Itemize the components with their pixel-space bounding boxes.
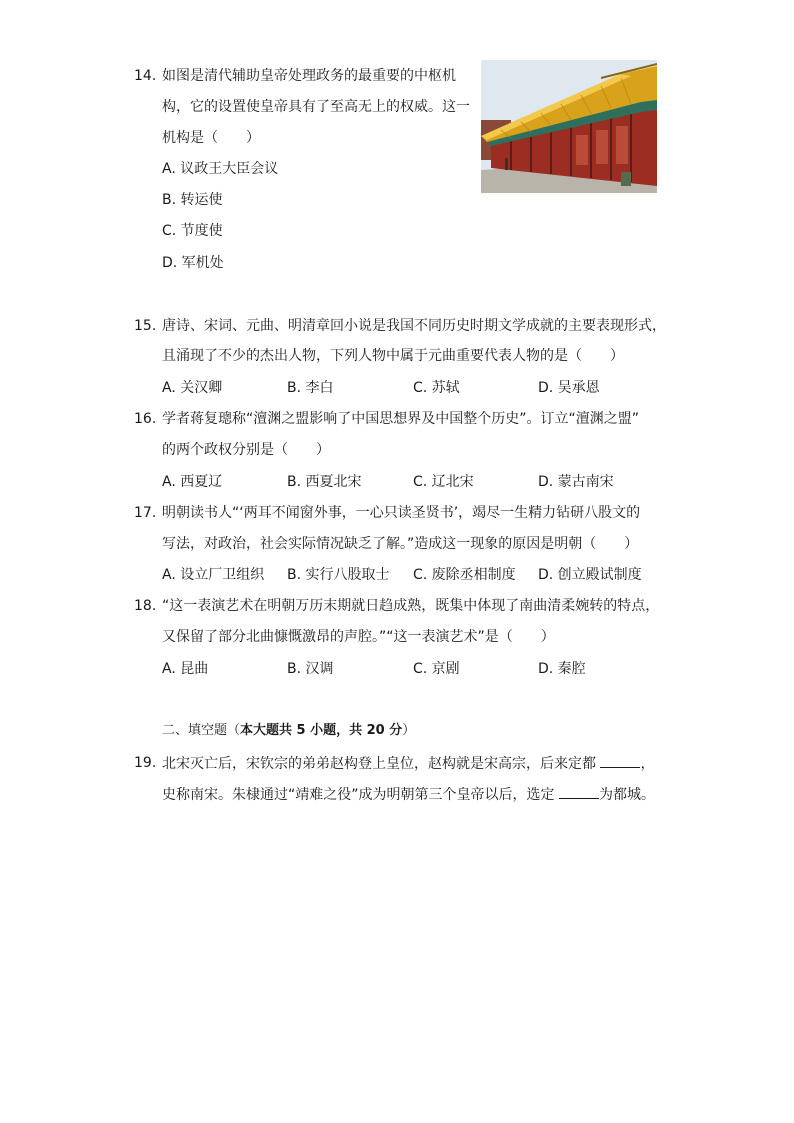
q15-option-b: B. 李白 xyxy=(287,380,334,396)
q14-option-a: A. 议政王大臣会议 xyxy=(162,161,279,177)
q19-line-2-tail: 为都城。 xyxy=(598,787,655,803)
question-number-17: 17. xyxy=(134,505,157,521)
section-close: ） xyxy=(402,723,416,738)
q15-option-c: C. 苏轼 xyxy=(413,380,460,396)
question-number-16: 16. xyxy=(134,411,157,427)
q16-option-d: D. 蒙古南宋 xyxy=(538,474,614,490)
q17-option-a: A. 设立厂卫组织 xyxy=(162,567,265,583)
q18-stem-line-1: “这一表演艺术在明朝万历末期就日趋成熟，既集中体现了南曲清柔婉转的特点， xyxy=(162,598,660,614)
q14-stem-line-2: 构，它的设置使皇帝具有了至高无上的权威。这一 xyxy=(162,99,470,115)
q15-option-d: D. 吴承恩 xyxy=(538,380,600,396)
q17-stem-line-2: 写法，对政治，社会实际情况缺乏了解。”造成这一现象的原因是明朝（ ） xyxy=(162,536,639,552)
q18-stem-line-2: 又保留了部分北曲慷慨激昂的声腔。”“这一表演艺术”是（ ） xyxy=(162,629,555,645)
palace-illustration xyxy=(481,60,657,193)
q18-option-a: A. 昆曲 xyxy=(162,661,209,677)
q17-stem-line-1: 明朝读书人“‘两耳不闻窗外事，一心只读圣贤书’，竭尽一生精力钻研八股文的 xyxy=(162,505,641,521)
q16-option-a: A. 西夏辽 xyxy=(162,474,223,490)
q19-line-1-text: 北宋灭亡后，宋钦宗的弟弟赵构登上皇位，赵构就是宋高宗，后来定都 xyxy=(162,756,596,772)
q16-stem-line-1: 学者蒋复璁称“澶渊之盟影响了中国思想界及中国整个历史”。订立“澶渊之盟” xyxy=(162,411,640,427)
q17-option-b: B. 实行八股取士 xyxy=(287,567,390,583)
q14-option-b: B. 转运使 xyxy=(162,192,223,208)
q17-option-c: C. 废除丞相制度 xyxy=(413,567,516,583)
q14-stem-line-1: 如图是清代辅助皇帝处理政务的最重要的中枢机 xyxy=(162,68,456,84)
q14-option-c: C. 节度使 xyxy=(162,223,223,239)
q16-option-b: B. 西夏北宋 xyxy=(287,474,362,490)
question-number-14: 14. xyxy=(134,68,157,84)
q14-option-d: D. 军机处 xyxy=(162,255,224,271)
q19-line-1 xyxy=(162,753,654,774)
question-number-19: 19. xyxy=(134,755,157,771)
q19-blank-1[interactable] xyxy=(600,753,640,768)
question-number-15: 15. xyxy=(134,318,157,334)
q18-option-c: C. 京剧 xyxy=(413,661,460,677)
q16-stem-line-2: 的两个政权分别是（ ） xyxy=(162,442,330,458)
palace-photo xyxy=(481,60,657,193)
q15-stem-line-2: 且涌现了不少的杰出人物，下列人物中属于元曲重要代表人物的是（ ） xyxy=(162,348,624,364)
q18-option-b: B. 汉调 xyxy=(287,661,334,677)
q15-option-a: A. 关汉卿 xyxy=(162,380,223,396)
q19-line-2 xyxy=(162,784,655,805)
q17-option-d: D. 创立殿试制度 xyxy=(538,567,642,583)
q18-option-d: D. 秦腔 xyxy=(538,661,586,677)
q19-line-2-text: 史称南宋。朱棣通过“靖难之役”成为明朝第三个皇帝以后，选定 xyxy=(162,787,555,803)
section-title: 二、填空题（ xyxy=(162,723,241,738)
q15-stem-line-1: 唐诗、宋词、元曲、明清章回小说是我国不同历史时期文学成就的主要表现形式， xyxy=(162,318,666,334)
q14-stem-line-3: 机构是（ ） xyxy=(162,130,260,146)
section-detail: 本大题共 5 小题，共 20 分 xyxy=(240,723,403,738)
q19-blank-2[interactable] xyxy=(559,784,599,799)
q16-option-c: C. 辽北宋 xyxy=(413,474,474,490)
q19-line-1-tail: ， xyxy=(640,756,655,772)
section-heading-fill-in xyxy=(162,721,415,741)
question-number-18: 18. xyxy=(134,598,157,614)
